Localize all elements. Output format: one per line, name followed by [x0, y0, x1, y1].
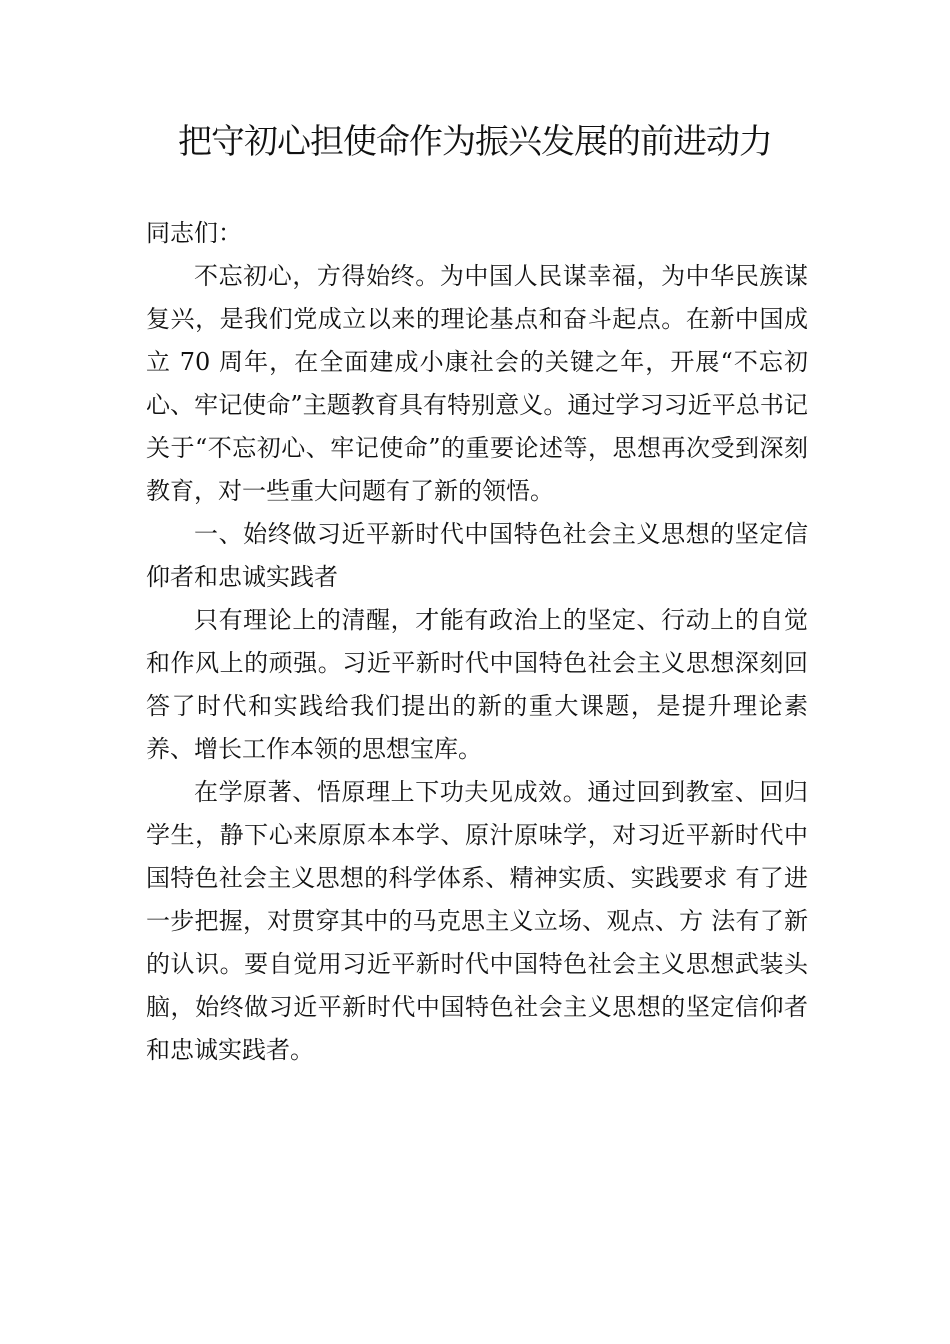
intro-paragraph: 不忘初心，方得始终。为中国人民谋幸福，为中华民族谋复兴，是我们党成立以来的理论基点和奋斗起点。在新中国成立 70 周年，在全面建成小康社会的关键之年，开展“不忘初心、牢记使命”主题教育具有特别意义。通过学习习近平总书记关于“不忘初心、牢记使命”的重要论述等，思想再次受到深刻教育，对一些重大问题有了新的领悟。 [146, 262, 808, 505]
document-body [146, 212, 808, 1072]
section-paragraph: 在学原著、悟原理上下功夫见成效。通过回到教室、回归学生，静下心来原原本本学、原汁原味学，对习近平新时代中国特色社会主义思想的科学体系、精神实质、实践要求 有了进一步把握，对贯穿其中的马克思主义立场、观点、方 法有了新的认识。要自觉用习近平新时代中国特色社会主义思想武装头脑，始终做习近平新时代中国特色社会主义思想的坚定信仰者和忠诚实践者。 [146, 778, 808, 1064]
section-paragraph: 只有理论上的清醒，才能有政治上的坚定、行动上的自觉和作风上的顽强。习近平新时代中国特色社会主义思想深刻回答了时代和实践给我们提出的新的重大课题，是提升理论素养、增长工作本领的思想宝库。 [146, 606, 808, 763]
salutation: 同志们： [146, 219, 242, 247]
section-heading: 一、始终做习近平新时代中国特色社会主义思想的坚定信仰者和忠诚实践者 [146, 520, 808, 591]
document-title: 把守初心担使命作为振兴发展的前进动力 [178, 122, 772, 162]
